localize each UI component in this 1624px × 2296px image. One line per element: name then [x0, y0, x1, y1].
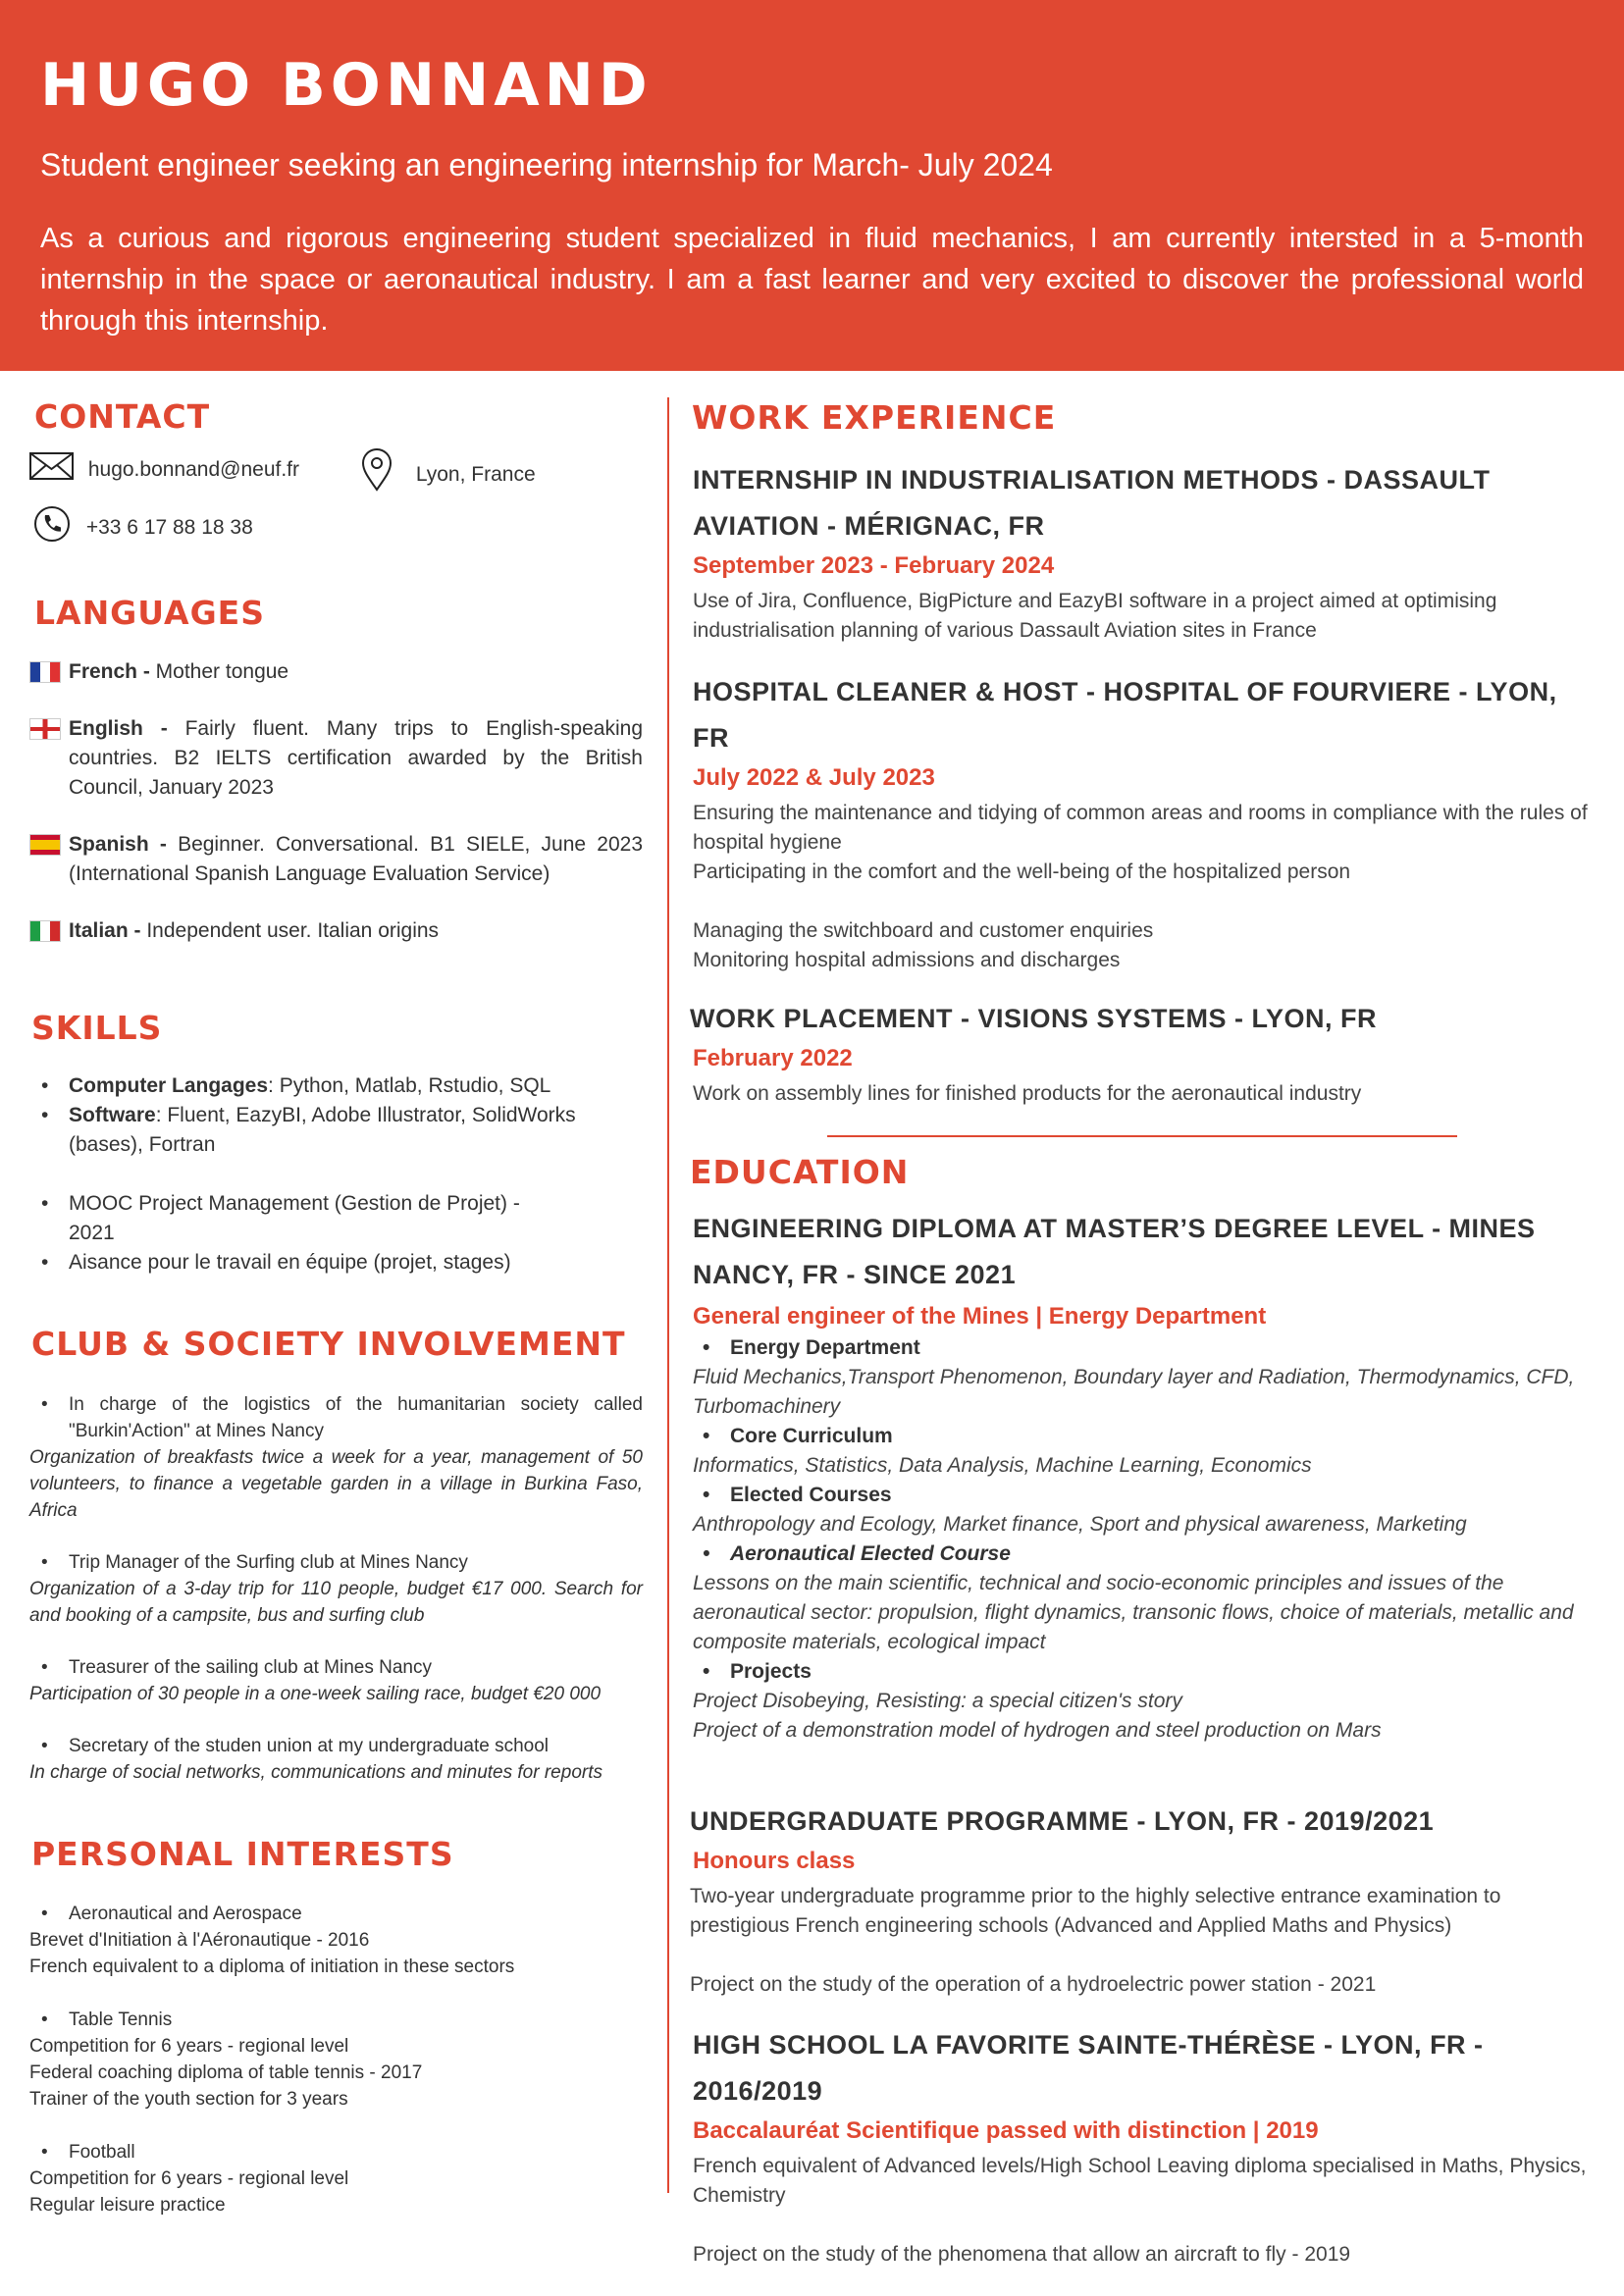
interest-line: Competition for 6 years - regional level	[29, 2036, 349, 2057]
education-degree: UNDERGRADUATE PROGRAMME - LYON, FR - 2019/2021	[690, 1806, 1435, 1836]
interest-line: Federal coaching diploma of table tennis - 2017	[29, 2062, 423, 2083]
skill-text: : Fluent, EazyBI, Adobe Illustrator, SolidWorks (bases), Fortran	[69, 1104, 576, 1156]
course-head: • Projects	[693, 1657, 1586, 1687]
job-line: Ensuring the maintenance and tidying of common areas and rooms in compliance with the rules of hospital hygiene	[693, 802, 1588, 854]
interests-title: PERSONAL INTERESTS	[31, 1835, 454, 1873]
job-line: Use of Jira, Confluence, BigPicture and EazyBI software in a project aimed at optimising industrialisation planning of various Dassault Aviation sites in France	[693, 590, 1497, 642]
language-name: French -	[69, 660, 150, 683]
interest-line: Competition for 6 years - regional level	[29, 2168, 349, 2189]
course-head: • Aeronautical Elected Course	[693, 1539, 1586, 1569]
club-role: • Secretary of the studen union at my undergraduate school	[29, 1733, 643, 1759]
club-role: • Treasurer of the sailing club at Mines Nancy	[29, 1654, 643, 1681]
club-detail: Organization of breakfasts twice a week for a year, management of 50 volunteers, to finance a vegetable garden in a village in Burkina Faso, Africa	[29, 1447, 643, 1521]
skill-label: Software	[69, 1104, 156, 1126]
languages-title: LANGUAGES	[34, 594, 265, 632]
work-title: WORK EXPERIENCE	[692, 398, 1057, 437]
education-desc: French equivalent of Advanced levels/High School Leaving diploma specialised in Maths, Physics, Chemistry	[693, 2155, 1587, 2207]
language-desc: Mother tongue	[149, 660, 289, 683]
language-name: Spanish -	[69, 833, 167, 856]
skill-item	[29, 1101, 628, 1160]
contact-phone-row	[33, 505, 253, 551]
club-role: • In charge of the logistics of the humanitarian society called "Burkin'Action" at Mines Nancy	[29, 1391, 643, 1444]
course-body: Fluid Mechanics,Transport Phenomenon, Boundary layer and Radiation, Thermodynamics, CFD, Turbomachinery	[693, 1366, 1575, 1418]
language-item	[29, 916, 643, 946]
header-banner	[0, 0, 1624, 371]
skill-item	[29, 1071, 628, 1101]
job-date: July 2022 & July 2023	[693, 764, 935, 791]
column-divider	[667, 397, 669, 2193]
course-body: Lessons on the main scientific, technical and socio-economic principles and issues of the aeronautical sector: propulsion, flight dynamics, transonic flows, choice of materials, metallic and composite materials, ecological impact	[693, 1572, 1574, 1653]
contact-email-row	[29, 451, 299, 490]
job-line: Monitoring hospital admissions and discharges	[693, 949, 1121, 971]
flag-italy-icon	[29, 920, 61, 942]
languages-list	[29, 657, 643, 946]
course-head: • Elected Courses	[693, 1481, 1586, 1510]
flag-spain-icon	[29, 834, 61, 856]
contact-title: CONTACT	[34, 397, 211, 436]
club-detail: Organization of a 3-day trip for 110 people, budget €17 000. Search for and booking of a campsite, bus and surfing club	[29, 1579, 643, 1626]
education-item	[693, 2022, 1591, 2270]
skill-item	[29, 1189, 559, 1248]
clubs-list	[29, 1391, 643, 1786]
job-item	[693, 669, 1591, 975]
club-detail: Participation of 30 people in a one-week sailing race, budget €20 000	[29, 1684, 602, 1704]
job-date: February 2022	[693, 1045, 853, 1071]
phone-icon	[33, 505, 71, 551]
contact-phone[interactable]: +33 6 17 88 18 38	[85, 516, 253, 540]
interests-list	[29, 1901, 643, 2218]
interest-item	[29, 2007, 643, 2113]
education-desc: Two-year undergraduate programme prior to the highly selective entrance examination to prestigious French engineering schools (Advanced and Applied Maths and Physics)	[690, 1885, 1501, 1937]
skill-text: : Python, Matlab, Rstudio, SQL	[268, 1074, 551, 1097]
job-title: HOSPITAL CLEANER & HOST - HOSPITAL OF FOURVIERE - LYON, FR	[693, 677, 1557, 753]
language-name: Italian -	[69, 919, 141, 942]
interest-line: Brevet d'Initiation à l'Aéronautique - 2016	[29, 1930, 370, 1951]
interest-item	[29, 1901, 643, 1980]
candidate-name: HUGO BONNAND	[40, 51, 653, 120]
course-body: Informatics, Statistics, Data Analysis, Machine Learning, Economics	[693, 1454, 1312, 1477]
club-detail: In charge of social networks, communications and minutes for reports	[29, 1762, 602, 1783]
skill-text: Aisance pour le travail en équipe (projet, stages)	[69, 1251, 511, 1274]
job-item	[693, 457, 1591, 646]
skill-text: MOOC Project Management (Gestion de Projet) - 2021	[69, 1192, 520, 1244]
language-item	[29, 830, 643, 889]
interest-item	[29, 2139, 643, 2218]
flag-france-icon	[29, 661, 61, 683]
education-item	[690, 1799, 1588, 2000]
contact-location-row	[361, 448, 536, 500]
course-body: Anthropology and Ecology, Market finance, Sport and physical awareness, Marketing	[693, 1513, 1467, 1536]
job-line: Participating in the comfort and the well-being of the hospitalized person	[693, 861, 1351, 883]
job-title: INTERNSHIP IN INDUSTRIALISATION METHODS - DASSAULT AVIATION - MÉRIGNAC, FR	[693, 465, 1491, 541]
education-subtitle: General engineer of the Mines | Energy Department	[693, 1303, 1267, 1330]
location-pin-icon	[361, 448, 393, 500]
section-divider	[827, 1135, 1457, 1137]
interest-line: Regular leisure practice	[29, 2195, 226, 2216]
education-project: Project on the study of the operation of a hydroelectric power station - 2021	[690, 1973, 1377, 1996]
education-title: EDUCATION	[690, 1153, 910, 1191]
envelope-icon	[29, 451, 75, 490]
education-project: Project on the study of the phenomena that allow an aircraft to fly - 2019	[693, 2243, 1351, 2266]
skill-item	[29, 1248, 628, 1278]
course-body: Project Disobeying, Resisting: a special citizen's story Project of a demonstration model of hydrogen and steel production on Mars	[693, 1690, 1382, 1742]
language-desc: Fairly fluent. Many trips to English-speaking countries. B2 IELTS certification awarded by the British Council, January 2023	[69, 717, 643, 799]
job-line: Work on assembly lines for finished products for the aeronautical industry	[693, 1082, 1362, 1105]
tagline: Student engineer seeking an engineering internship for March- July 2024	[40, 147, 1053, 183]
language-desc: Beginner. Conversational. B1 SIELE, June 2023 (International Spanish Language Evaluation Service)	[69, 833, 643, 885]
job-title: WORK PLACEMENT - VISIONS SYSTEMS - LYON, FR	[690, 1004, 1378, 1033]
interest-name: • Aeronautical and Aerospace	[29, 1901, 643, 1927]
contact-location: Lyon, France	[415, 462, 536, 486]
skill-label: Computer Langages	[69, 1074, 269, 1097]
club-item	[29, 1654, 643, 1707]
education-degree: ENGINEERING DIPLOMA AT MASTER’S DEGREE LEVEL - MINES NANCY, FR - SINCE 2021	[693, 1214, 1536, 1289]
club-item	[29, 1391, 643, 1524]
club-item	[29, 1733, 643, 1786]
interest-name: • Football	[29, 2139, 643, 2166]
education-subtitle: Baccalauréat Scientifique passed with distinction | 2019	[693, 2117, 1319, 2144]
language-name: English -	[69, 717, 168, 740]
language-item	[29, 657, 643, 687]
club-role: • Trip Manager of the Surfing club at Mines Nancy	[29, 1549, 643, 1576]
interest-name: • Table Tennis	[29, 2007, 643, 2033]
contact-email[interactable]: hugo.bonnand@neuf.fr	[87, 458, 300, 482]
education-degree: HIGH SCHOOL LA FAVORITE SAINTE-THÉRÈSE - LYON, FR - 2016/2019	[693, 2030, 1484, 2106]
course-head: • Energy Department	[693, 1333, 1586, 1363]
interest-line: Trainer of the youth section for 3 years	[29, 2089, 348, 2110]
club-item	[29, 1549, 643, 1629]
language-desc: Independent user. Italian origins	[140, 919, 440, 942]
skills-title: SKILLS	[31, 1009, 163, 1047]
job-line-spacer	[693, 887, 1591, 916]
education-subtitle: Honours class	[693, 1848, 856, 1874]
interest-line: French equivalent to a diploma of initiation in these sectors	[29, 1957, 515, 1977]
job-date: September 2023 - February 2024	[693, 552, 1055, 579]
clubs-title: CLUB & SOCIETY INVOLVEMENT	[31, 1325, 626, 1363]
profile-summary: As a curious and rigorous engineering student specialized in fluid mechanics, I am currently intersted in a 5-month internship in the space or aeronautical industry. I am a fast learner and very excited to discover the professional world through this internship.	[40, 223, 1584, 337]
course-head: • Core Curriculum	[693, 1422, 1586, 1451]
flag-england-icon	[29, 718, 61, 740]
skills-list	[29, 1071, 628, 1278]
job-line: Managing the switchboard and customer enquiries	[693, 919, 1154, 942]
language-item	[29, 714, 643, 803]
job-item	[690, 996, 1588, 1109]
education-item	[693, 1206, 1586, 1746]
